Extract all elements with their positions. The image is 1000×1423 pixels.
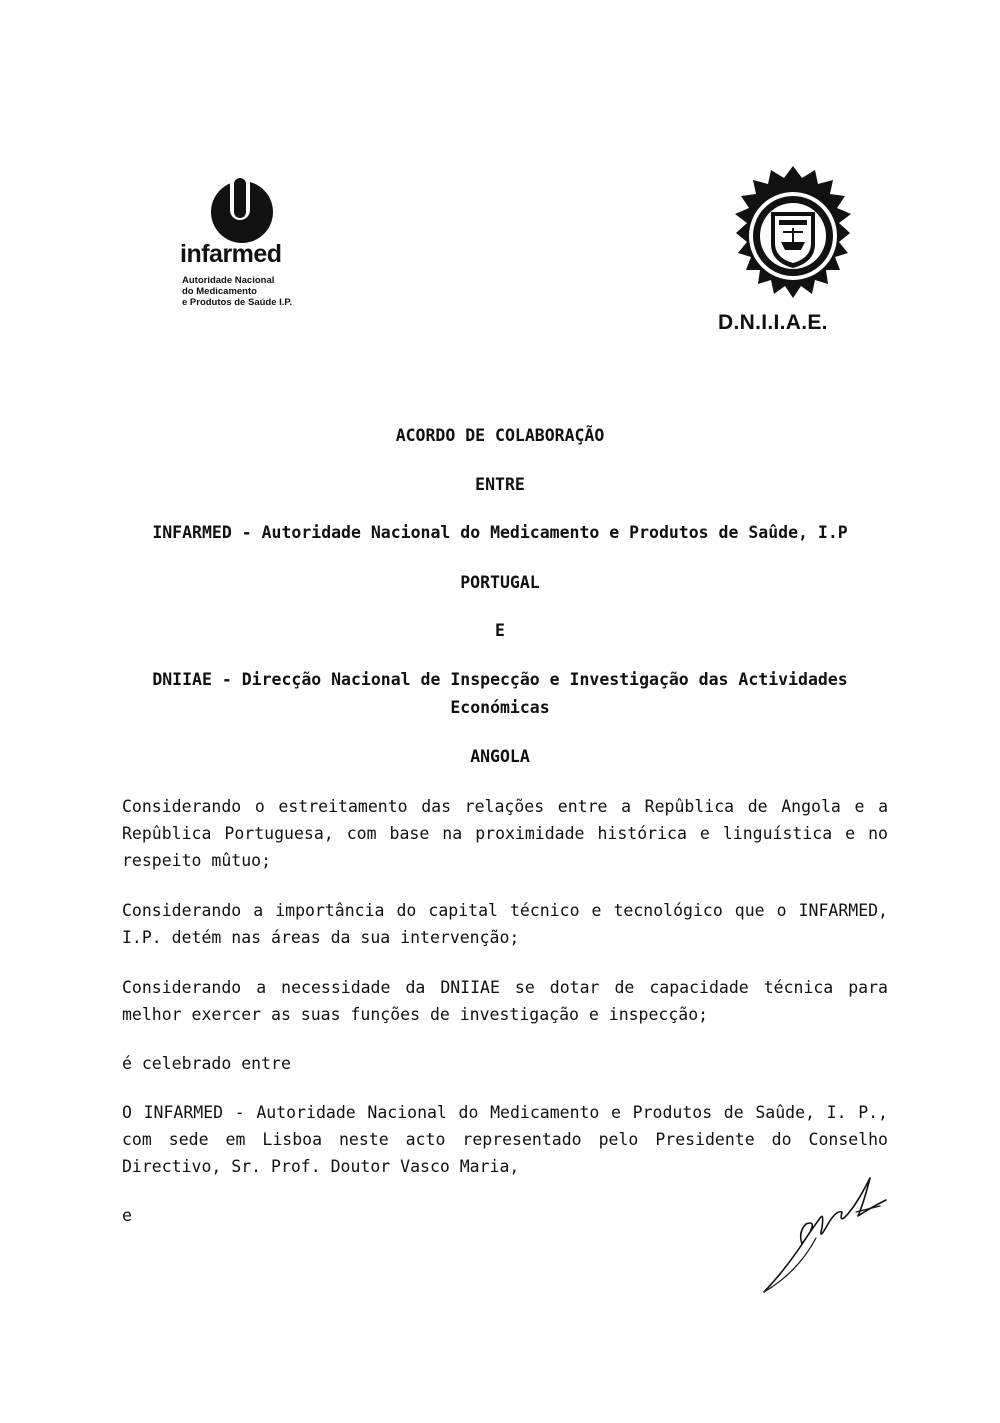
dniiae-seal-icon xyxy=(722,165,864,307)
infarmed-subtitle-line: e Produtos de Saúde I.P. xyxy=(182,297,293,308)
party2-name-line2: Económicas xyxy=(450,698,550,717)
paragraph-celebrado: é celebrado entre xyxy=(122,1054,291,1073)
party2-country: ANGOLA xyxy=(470,747,530,766)
paragraph-considerando-3: Considerando a necessidade da DNIIAE se dotar de capacidade técnica para melhor exercer as suas funções de investigação e inspecção; xyxy=(122,978,888,1024)
paragraph-infarmed-party: O INFARMED - Autoridade Nacional do Medicamento e Produtos de Saûde, I. P., com sede em Lisboa neste acto representado pelo Presidente do Conselho Directivo, Sr. Prof. Doutor Vasco Maria, xyxy=(122,1103,888,1176)
infarmed-subtitle-line: do Medicamento xyxy=(182,286,257,297)
infarmed-logo-mark-icon xyxy=(204,172,280,244)
between-label: ENTRE xyxy=(475,475,525,494)
infarmed-logo xyxy=(180,172,330,322)
handwritten-signature xyxy=(758,1172,898,1302)
party1-name: INFARMED - Autoridade Nacional do Medicamento e Produtos de Saûde, I.P xyxy=(152,523,848,542)
document-title: ACORDO DE COLABORAÇÃO xyxy=(395,426,605,445)
infarmed-logo-name: infarmed xyxy=(180,240,282,268)
paragraph-considerando-1: Considerando o estreitamento das relações entre a Repûblica de Angola e a Repûblica Portuguesa, com base na proximidade histórica e linguística e no respeito mûtuo; xyxy=(122,797,888,870)
dniiae-logo xyxy=(718,165,868,340)
party1-country: PORTUGAL xyxy=(460,573,540,592)
paragraph-considerando-2: Considerando a importância do capital técnico e tecnológico que o INFARMED, I.P. detém nas áreas da sua intervenção; xyxy=(122,901,888,947)
dniiae-logo-name: D.N.I.I.A.E. xyxy=(718,311,828,334)
infarmed-subtitle-line: Autoridade Nacional xyxy=(182,275,275,286)
party2-name-line1: DNIIAE - Direcção Nacional de Inspecção e Investigação das Actividades xyxy=(152,670,848,689)
and-label: E xyxy=(495,621,505,640)
paragraph-e: e xyxy=(122,1206,132,1225)
